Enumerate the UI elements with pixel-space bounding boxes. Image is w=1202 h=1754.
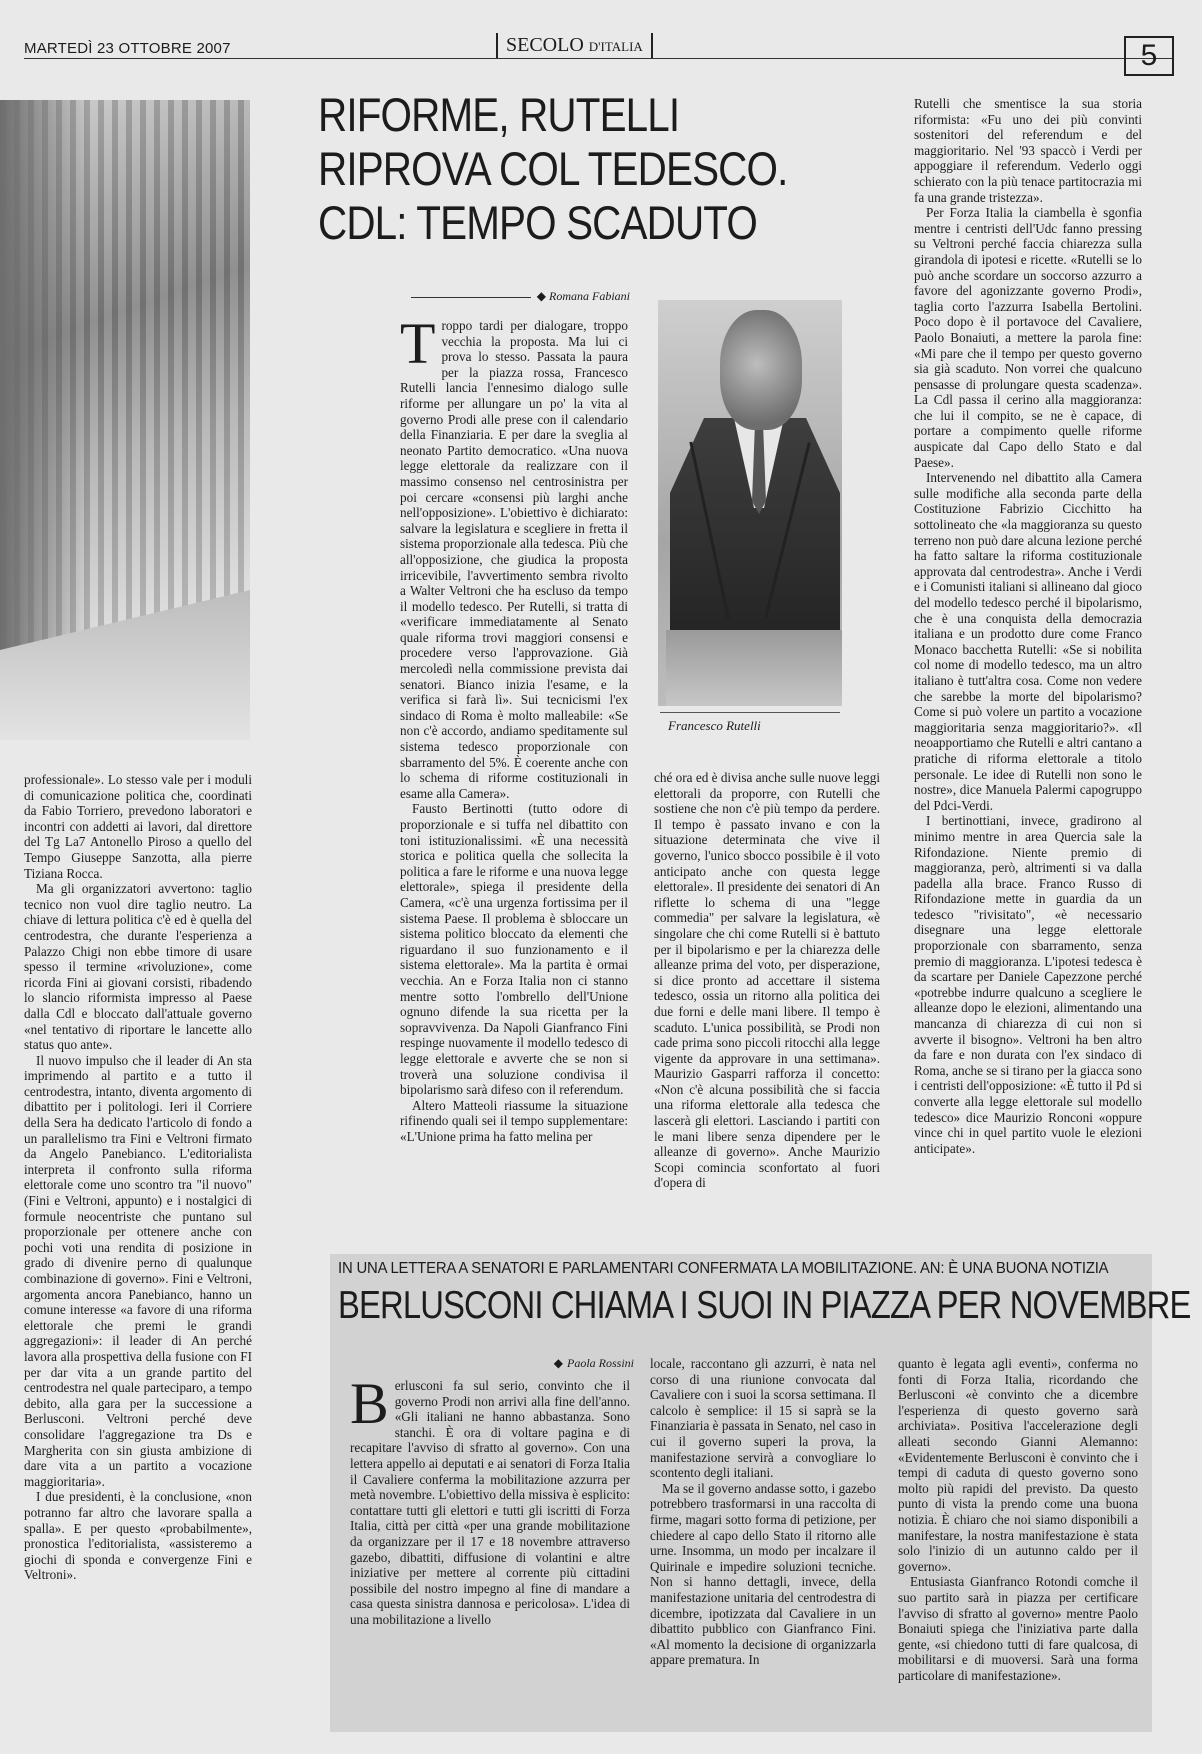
article2-column-3 (898, 1356, 1138, 1722)
article-paragraph: Ma se il governo andasse sotto, i gazebo potrebbero trasformarsi in una raccolta di firme, magari sotto forma di petizione, per chiedere al capo dello Stato il ritorno alle urne. Insomma, un modo per incalzare il Quirinale e impedire soluzioni tecniche. Non si hanno dettagli, invece, della manifestazione unitaria del centrodestra di dicembre, ipotizzata dal Cavaliere in un dibattito pubblico con Gianfranco Fini. «Al momento la decisione di organizzarla appare prematura. In (650, 1480, 876, 1668)
left-column-paragraph: professionale». Lo stesso vale per i moduli di comunicazione politica che, coordinati da Fabio Torriero, prevedono laboratori e incontri con addetti ai lavori, dal direttore del Tg La7 Antonello Piroso a quello del Tempo Giuseppe Sanzotta, alla pierre Tiziana Rocca. (24, 772, 252, 881)
article-paragraph: Entusiasta Gianfranco Rotondi comche il suo partito sarà in piazza per certificare l'avviso di sfratto al governo» mentre Paolo Bonaiuti spiega che l'iniziativa parte dalla gente, «si chiedono tutti di fare qualcosa, di mobilitarsi e di muoversi. Sarà una forma particolare di manifestazione». (898, 1574, 1138, 1683)
article2-kicker: IN UNA LETTERA A SENATORI E PARLAMENTARI CONFERMATA LA MOBILITAZIONE. AN: È UNA BUONA NOTIZIA (338, 1260, 1109, 1277)
article-paragraph (350, 1378, 630, 1628)
article2-column-2 (650, 1356, 876, 1722)
article-column-1 (400, 318, 628, 1368)
left-column-paragraph: Il nuovo impulso che il leader di An sta imprimendo al partito e a tutto il centrodestra, intanto, diventa argomento di dibattito per i politologi. Ieri il Corriere della Sera ha dedicato l'articolo di fondo a un parallelismo tra Fini e Veltroni firmato da Angelo Panebianco. L'editorialista interpreta il confronto sulla riforma elettorale come uno scontro tra "il nuovo" (Fini e Veltroni, appunto) e i nostalgici di formule neocentriste che puntano sul proporzionale per ottenere anche con pochi voti una rendita di posizione in grado di divenire perno di qualunque combinazione di governo». Fini e Veltroni, argomenta ancora Panebianco, hanno un comune interesse «a favore di una riforma elettorale che premi le grandi aggregazioni»: il leader di An perché lavora alla prospettiva della fusione con FI per dar vita a un grande partito del centrodestra nel quale parteciparo, a tempo debito, alla gara per la successione a Berlusconi. Veltroni perché deve consolidare l'aggregazione tra Ds e Margherita con sin giusta ambizione di dare vita a un partito a vocazione maggioritaria». (24, 1052, 252, 1489)
photo-caption: Francesco Rutelli (668, 718, 761, 733)
left-column-paragraph: I due presidenti, è la conclusione, «non potranno far altro che lavorare spalla a spalla». E per questo «probabilmente», pronostica l'editorialista, «assisteremo a giochi di sponda e convergenze Fini e Veltroni». (24, 1489, 252, 1583)
caption-rule (660, 712, 840, 713)
page-number: 5 (1124, 36, 1174, 76)
left-column-paragraph: Ma gli organizzatori avvertono: taglio tecnico non vuol dire taglio neutro. La chiave di lettura politica c'è ed è quella del centrodestra, che durante l'esperienza a Palazzo Chigi non ebbe timore di usare spesso il termine «rivoluzione», come ricorda Fini ai giovani corsisti, ribadendo lo slancio riformista impresso al Paese dalla Cdl e bloccato dall'attuale governo «nel tentativo di riportare le lancette allo status quo ante». (24, 881, 252, 1053)
article-byline: ◆ Romana Fabiani (392, 289, 630, 304)
byline-author: Romana Fabiani (549, 289, 630, 303)
article-headline (318, 88, 877, 250)
issue-date: MARTEDÌ 23 OTTOBRE 2007 (24, 40, 231, 57)
header-rule (24, 58, 1172, 59)
headline-line: RIPROVA COL TEDESCO. (318, 142, 788, 195)
article-paragraph (400, 318, 628, 801)
architecture-photo (0, 100, 250, 740)
byline-rule (411, 297, 531, 298)
rutelli-photo (658, 300, 842, 706)
article-column-3 (914, 96, 1142, 1248)
podium (666, 630, 842, 706)
article-paragraph: locale, raccontano gli azzurri, è nata nel corso di una riunione convocata dal Cavaliere con i suoi la scorsa settimana. Il calcolo è semplice: il 15 si saprà se la Finanziaria è passata in Senato, nel caso in cui il governo superi la prova, la manifestazione servirà a convogliare lo scontento degli italiani. (650, 1356, 876, 1481)
article2-column-1 (350, 1378, 630, 1722)
masthead-main: SECOLO (506, 34, 584, 56)
article-paragraph: Fausto Bertinotti (tutto odore di proporzionale e si tuffa nel dibattito con toni istituzionalissimi. «È una necessità storica e politica quella che sollecita la politica a fare le riforme e una nuova legge elettorale», spiega il presidente della Camera, «c'è una urgenza fortissima per il sistema Paese. Il problema è sbloccare un sistema politico bloccato da elementi che riguardano il suo funzionamento e il sistema elettorale». Ma la partita è ormai vecchia. An e Forza Italia non ci stanno mentre sotto l'ombrello dell'Unione ognuno difende la sua ricetta per la sopravvivenza. Da Napoli Gianfranco Fini respinge nuovamente il modello tedesco di legge elettorale e avverte che se non si troverà una soluzione condivisa il bipolarismo sarà difeso con il referendum. (400, 801, 628, 1098)
article-paragraph: Intervenendo nel dibattito alla Camera sulle modifiche alla seconda parte della Costituzione Fabrizio Cicchitto ha sottolineato che «la maggioranza su questo terreno non può dare alcuna lezione perché ha fatto saltare la riforma costituzionale approvata dal centrodestra». Anche i Verdi e i Comunisti italiani si allineano dal gioco del modello tedesco perché il bipolarismo, che è una conquista della democrazia italiana e un prodotto dure come Franco Monaco bacchetta Rutelli: «Se si nobilita col nome di modello tedesco, ma un altro italiano è tutt'altra cosa. Come non vedere che sarebbe la morte del bipolarismo? Come si può volere un partito a vocazione maggioritaria senza maggioritario?». «Il neoapportiamo che Rutelli e altri cantano a pratiche di riforma elettorale a titolo personale. Le idee di Rutelli non sono le nostre», dice Manuela Palermi capogruppo del Pdci-Verdi. (914, 470, 1142, 813)
article2-byline: ◆ Paola Rossini (553, 1356, 634, 1370)
article-paragraph: Per Forza Italia la ciambella è sgonfia mentre i centristi dell'Udc fanno pressing su Veltroni perché faccia chiarezza sulla girandola di ipotesi e ricette. «Rutelli se lo può anche scordare un soccorso azzurro a favore del agonizzante governo Prodi», taglia corto l'azzurra Isabella Bertolini. Poco dopo è il portavoce del Cavaliere, Paolo Bonaiuti, a mettere la parola fine: «Mi pare che il tempo per questo governo sia già scaduto. Non vorrei che qualcuno pensasse di prolungare questa scadenza». La Cdl passa il cerino alla maggioranza: che lui il compito, se ne è capace, di portare a compimento quelle riforme auspicate dal Capo dello Stato e dal Paese». (914, 205, 1142, 470)
left-column (24, 772, 252, 1708)
drop-cap: T (400, 318, 436, 376)
headline-line: CDL: TEMPO SCADUTO (318, 196, 757, 249)
article-column-2 (654, 770, 880, 1248)
article2-headline: BERLUSCONI CHIAMA I SUOI IN PIAZZA PER NOVEMBRE (338, 1284, 1191, 1327)
article-paragraph: Altero Matteoli riassume la situazione rifinendo quali sei il tempo supplementare: «L'Unione prima ha fatto melina per (400, 1097, 628, 1144)
article-paragraph: ché ora ed è divisa anche sulle nuove leggi elettorali da proporre, con Rutelli che sostiene che non c'è più tempo da perdere. Il tempo è passato invano e con la situazione determinata che vive il governo, l'unico sbocco possibile è il voto anticipato anche con questa legge elettorale». Il presidente dei senatori di An riflette lo schema di una "legge commedia" per salvare la legislatura, «è singolare che chi come Rutelli si è battuto per il bipolarismo e per la chiarezza delle alleanze prima del voto, per disperazione, si dice pronto ad accettare il sistema tedesco, ossia un ritorno alla politica dei due forni e delle mani libere. Il tempo è scaduto. L'unica possibilità, se Prodi non cade prima sono piccoli ritocchi alla legge vigente da approvare in una settimana». Maurizio Gasparri rafforza il concetto: «Non c'è alcuna possibilità che si faccia una riforma elettorale alla tedesca che lascerà gli elettori. Lasciando i partiti con le mani libere senza dipendere per le alleanze di governo». Anche Maurizio Scopi comincia sconfortato al fuori d'opera di (654, 770, 880, 1191)
photo-figure-head (720, 310, 802, 430)
article-paragraph-text: erlusconi fa sul serio, convinto che il governo Prodi non arrivi alla fine dell'anno. «Gli italiani ne hanno abbastanza. Sono stanchi. È ora di voltare pagina e di recapitare l'avviso di sfratto al governo». Con una lettera appello ai deputati e ai senatori di Forza Italia il Cavaliere conferma la mobilitazione azzurra per metà novembre. L'obiettivo della missiva è esplicito: contattare tutti gli elettori e tutti gli iscritti di Forza Italia, città per città «per una grande mobilitazione da organizzare per il 17 e 18 novembre attraverso gazebo, dibattiti, diffusione di volantini e altre iniziative per mettere al corrente più cittadini possibile del nostro impegno al fine di mandare a casa questa sinistra dannosa e pericolosa». L'idea di una mobilitazione a livello (350, 1378, 630, 1627)
masthead-small: D'ITALIA (588, 39, 643, 54)
masthead (496, 33, 653, 59)
article-paragraph-text: roppo tardi per dialogare, troppo vecchia la proposta. Ma lui ci prova lo stesso. Passata la paura per la piazza rossa, Francesco Rutelli lancia l'ennesimo dialogo sulle riforme per allungare un po' la vita al governo Prodi alle prese con il calendario della Finanziaria. E per dare la sveglia al neonato Partito democratico. «Una nuova legge elettorale da realizzare con il massimo consenso nel centrosinistra per poi cercare «consensi più larghi anche nell'opposizione». L'obiettivo è dichiarato: salvare la legislatura e scegliere in fretta il sistema proporzionale alla tedesca. Più che all'opposizione, che giudica la proposta irricevibile, l'avvertimento sembra rivolto a Walter Veltroni che ha escluso da tempo il modello tedesco. Per Rutelli, si tratta di «verificare immediatamente al Senato quale riforma trovi maggiori consensi e procedere verso l'approvazione. Già mercoledì nella commissione prevista dai senatori. Bianco inizia l'esame, e la verifica si farà lì». Sui tecnicismi l'ex sindaco di Roma è molto malleabile: «Se non c'è accordo, andiamo speditamente sul sistema tedesco proporzionale con sbarramento del 5%. È coerente anche con lo schema di riforme costituzionali in esame alla Camera». (400, 318, 628, 801)
headline-line: RIFORME, RUTELLI (318, 88, 680, 141)
article-paragraph: Rutelli che smentisce la sua storia riformista: «Fu uno dei più convinti sostenitori del referendum e del maggioritario. Nel '93 spaccò i Verdi per appoggiare il referendum. Vederlo oggi schierato con la più tenace partitocrazia mi fa una grande tristezza». (914, 96, 1142, 205)
article-paragraph: quanto è legata agli eventi», conferma no fonti di Forza Italia, ricordando che Berlusconi «è convinto che a dicembre l'esperienza di questo governo sarà archiviata». Positiva l'accelerazione degli alleati secondo Gianni Alemanno: «Evidentemente Berlusconi è convinto che i tempi di caduta di questo governo sono molto più rapidi del previsto. Da questo punto di vista la prendo come una buona notizia. È chiaro che noi siamo disponibili a manifestare, la nostra manifestazione è stata solo l'inizio di un autunno caldo per il governo». (898, 1356, 1138, 1574)
drop-cap: B (350, 1378, 389, 1436)
article-paragraph: I bertinottiani, invece, gradirono al minimo mentre in area Quercia sale la Rifondazione. Niente premio di maggioranza, però, altrimenti si va dalla padella alla brace. Franco Russo di Rifondazione mette in guardia da un tedesco "rivisitato", «è necessario disegnare una legge elettorale proporzionale con sbarramento, senza premio di maggioranza. L'ipotesi tedesca è da scartare per Daniele Capezzone perché «potrebbe indurre qualcuno a scegliere le alleanze dopo le elezioni, alimentando una mancanza di chiarezza di cui non si avverte il bisogno». Veltroni ha ben altro da fare e non durata con l'ex sindaco di Roma, anche se si tirano per la giacca sono i centristi dell'opposizione: «È tutto il Pd si converte alla legge elettorale sul modello tedesco» dice Maurizio Ronconi «oppure vince chi in quel partito vuole le elezioni anticipate». (914, 813, 1142, 1156)
byline-author: Paola Rossini (566, 1356, 634, 1370)
